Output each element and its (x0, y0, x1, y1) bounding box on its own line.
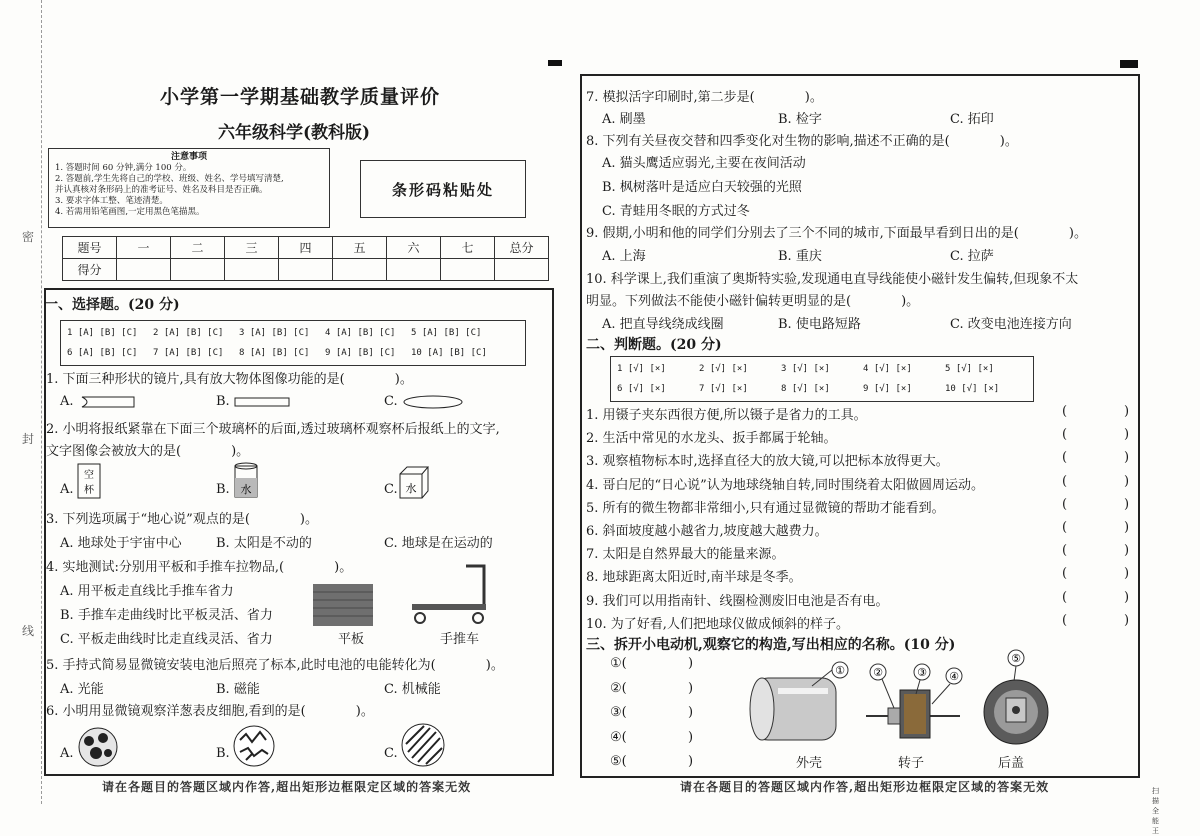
score-cell[interactable] (225, 259, 279, 281)
question-3: 3. 下列选项属于“地心说”观点的是( )。 (46, 512, 318, 527)
question-6: 6. 小明用显微镜观察洋葱表皮细胞,看到的是( )。 (46, 704, 374, 719)
q4-option-a[interactable]: A. 用平板走直线比手推车省力 (60, 584, 234, 599)
q9-option-a[interactable]: A. 上海 (602, 249, 646, 264)
judge-question: 3. 观察植物标本时,选择直径大的放大镜,可以把标本放得更大。 (586, 454, 949, 470)
judge-item[interactable]: 7 [√] [×] (699, 384, 748, 394)
answer-paren-close: ) (1124, 520, 1130, 535)
judge-question: 1. 用镊子夹东西很方便,所以镊子是省力的工具。 (586, 408, 867, 423)
notice-line: 1. 答题时间 60 分钟,满分 100 分。 (55, 163, 192, 173)
barcode-area: 条形码粘贴处 (360, 160, 526, 218)
seal-char-2: 封 (22, 432, 35, 446)
judge-question: 5. 所有的微生物都非常细小,只有通过显微镜的帮助才能看到。 (586, 500, 945, 516)
motor-back-cover-image (976, 648, 1056, 752)
motor-shell-image (748, 660, 864, 752)
answer-paren-open[interactable]: ( (1062, 450, 1068, 466)
score-table (62, 236, 549, 281)
score-header-cell: 二 (171, 237, 225, 259)
answer-item[interactable]: 7 [A] [B] [C] (153, 348, 224, 358)
answer-paren-close: ) (1124, 473, 1130, 489)
judge-grid (610, 356, 1034, 402)
judge-item[interactable]: 5 [√] [×] (945, 364, 994, 374)
score-cell[interactable] (495, 259, 549, 281)
flat-lens-icon (234, 397, 290, 407)
answer-item[interactable]: 4 [A] [B] [C] (325, 328, 396, 338)
hand-cart-label: 手推车 (440, 632, 480, 647)
q6-option-b[interactable]: B. (216, 746, 230, 761)
answer-paren-open[interactable]: ( (1062, 543, 1068, 559)
convex-lens-icon (402, 395, 464, 409)
q4-option-c[interactable]: C. 平板走曲线时比走直线灵活、省力 (60, 632, 273, 647)
judge-item[interactable]: 6 [√] [×] (617, 384, 666, 394)
judge-question: 10. 为了好看,人们把地球仪做成倾斜的样子。 (586, 616, 849, 632)
question-10-line2: 明显。下列做法不能使小磁针偏转更明显的是( )。 (586, 294, 920, 309)
q5-option-c[interactable]: C. 机械能 (384, 682, 441, 697)
q2-option-c[interactable]: C. (384, 482, 398, 497)
q9-option-b[interactable]: B. 重庆 (778, 249, 822, 264)
q9-option-c[interactable]: C. 拉萨 (950, 249, 994, 264)
svg-text:杯: 杯 (84, 485, 94, 496)
notice-box (48, 148, 330, 228)
answer-item[interactable]: 6 [A] [B] [C] (67, 348, 138, 358)
answer-item[interactable]: 10 [A] [B] [C] (411, 348, 487, 358)
concave-lens-icon (80, 396, 136, 408)
question-9: 9. 假期,小明和他的同学们分别去了三个不同的城市,下面最早看到日出的是( )。 (586, 226, 1087, 241)
q8-option-b[interactable]: B. 枫树落叶是适应白天较强的光照 (602, 180, 802, 195)
hand-cart-image (406, 562, 492, 630)
q10-option-c[interactable]: C. 改变电池连接方向 (950, 317, 1072, 332)
score-header-cell: 六 (387, 237, 441, 259)
question-5: 5. 手持式简易显微镜安装电池后照亮了标本,此时电池的电能转化为( )。 (46, 658, 504, 673)
q7-option-b[interactable]: B. 检字 (778, 112, 822, 127)
score-cell[interactable] (387, 259, 441, 281)
score-header-cell: 五 (333, 237, 387, 259)
answer-paren-open[interactable]: ( (1062, 427, 1068, 443)
score-cell[interactable] (333, 259, 387, 281)
motor-back-cover-label: 后盖 (998, 756, 1025, 771)
corner-mark (548, 60, 562, 66)
cell-view-b-image (232, 724, 276, 768)
left-page (20, 0, 580, 804)
q3-option-a[interactable]: A. 地球处于宇宙中心 (60, 536, 182, 551)
question-2-line1: 2. 小明将报纸紧靠在下面三个玻璃杯的后面,透过玻璃杯观察杯后报纸上的文字, (46, 422, 500, 437)
answer-paren-close: ) (1124, 543, 1130, 559)
answer-paren-close: ) (1124, 450, 1130, 466)
right-page (580, 0, 1159, 835)
answer-grid (60, 320, 526, 366)
motor-rotor-label: 转子 (898, 756, 925, 771)
exam-title: 小学第一学期基础教学质量评价 (160, 86, 441, 108)
judge-item[interactable]: 10 [√] [×] (945, 384, 1000, 394)
q3-option-c[interactable]: C. 地球是在运动的 (384, 536, 493, 551)
score-header-cell: 四 (279, 237, 333, 259)
judge-question: 2. 生活中常见的水龙头、扳手都属于轮轴。 (586, 431, 837, 447)
judge-item[interactable]: 8 [√] [×] (781, 384, 830, 394)
judge-item[interactable]: 2 [√] [×] (699, 364, 748, 374)
question-2-line2: 文字图像会被放大的是( )。 (46, 444, 250, 459)
question-10-line1: 10. 科学课上,我们重演了奥斯特实验,发现通电直导线能使小磁针发生偏转,但现象不太 (586, 272, 1079, 287)
cell-view-a-image (76, 726, 120, 768)
score-header-cell: 三 (225, 237, 279, 259)
page-footer: 请在各题目的答题区域内作答,超出矩形边框限定区域的答案无效 (680, 780, 1050, 794)
q7-option-a[interactable]: A. 刷墨 (602, 112, 646, 127)
q7-option-c[interactable]: C. 拓印 (950, 112, 994, 127)
exam-subtitle: 六年级科学(教科版) (218, 123, 371, 143)
seal-char-1: 密 (22, 230, 35, 244)
section1-title: 一、选择题。(20 分) (44, 297, 180, 313)
section2-title: 二、判断题。(20 分) (586, 337, 722, 353)
flat-board-image (312, 582, 374, 628)
q1-option-b[interactable]: B. (216, 394, 230, 409)
water-cube-icon (398, 464, 430, 500)
answer-paren-close: ) (1124, 612, 1130, 628)
corner-mark (1120, 60, 1138, 68)
q2-option-a[interactable]: A. (60, 482, 74, 497)
answer-item[interactable]: 2 [A] [B] [C] (153, 328, 224, 338)
notice-line: 2. 答题前,学生先将自己的学校、班级、姓名、学号填写清楚, (55, 174, 284, 184)
motor-part-close: ) (688, 705, 694, 720)
flat-board-label: 平板 (338, 632, 365, 647)
answer-paren-close: ) (1124, 496, 1130, 512)
score-cell[interactable] (171, 259, 225, 281)
motor-part-close: ) (688, 754, 694, 769)
answer-item[interactable]: 9 [A] [B] [C] (325, 348, 396, 358)
answer-paren-open[interactable]: ( (1062, 520, 1068, 535)
judge-question: 9. 我们可以用指南针、线圈检测废旧电池是否有电。 (586, 593, 889, 609)
judge-question: 6. 斜面坡度越小越省力,坡度越大越费力。 (586, 524, 828, 539)
score-header-cell: 七 (441, 237, 495, 259)
motor-part-close: ) (688, 680, 694, 696)
motor-rotor-image (864, 660, 964, 752)
motor-part-answer[interactable]: ④( (610, 729, 627, 745)
cell-view-c-image (400, 722, 446, 768)
score-header-cell: 总分 (495, 237, 549, 259)
page-footer: 请在各题目的答题区域内作答,超出矩形边框限定区域的答案无效 (102, 780, 472, 794)
score-header-cell: 题号 (63, 237, 117, 259)
svg-text:水: 水 (405, 482, 417, 495)
seal-line (20, 0, 42, 804)
answer-item[interactable]: 3 [A] [B] [C] (239, 328, 310, 338)
q1-option-a[interactable]: A. (60, 394, 74, 409)
answer-item[interactable]: 1 [A] [B] [C] (67, 328, 138, 338)
judge-item[interactable]: 1 [√] [×] (617, 364, 666, 374)
seal-char-3: 线 (22, 624, 35, 638)
q5-option-a[interactable]: A. 光能 (60, 682, 104, 697)
score-header-cell: 一 (117, 237, 171, 259)
answer-paren-close: ) (1124, 589, 1130, 605)
judge-question: 7. 太阳是自然界最大的能量来源。 (586, 547, 785, 563)
motor-part-answer[interactable]: ⑤( (610, 754, 627, 769)
scanner-watermark: 扫描全能王 (1152, 787, 1159, 835)
notice-line: 3. 要求字体工整、笔迹清楚。 (55, 196, 168, 206)
judge-item[interactable]: 3 [√] [×] (781, 364, 830, 374)
question-4: 4. 实地测试:分别用平板和手推车拉物品,( )。 (46, 560, 353, 575)
water-cylinder-icon (232, 462, 260, 500)
judge-question: 4. 哥白尼的“日心说”认为地球绕轴自转,同时围绕着太阳做圆周运动。 (586, 477, 984, 493)
score-cell[interactable] (441, 259, 495, 281)
motor-part-answer[interactable]: ①( (610, 656, 627, 671)
empty-cup-icon (76, 462, 102, 500)
score-row-label: 得分 (63, 259, 117, 281)
q6-option-c[interactable]: C. (384, 746, 398, 761)
notice-line: 4. 若需用铅笔画图,一定用黑色笔描黑。 (55, 207, 205, 217)
q2-option-b[interactable]: B. (216, 482, 230, 497)
motor-part-close: ) (688, 729, 694, 745)
motor-part-answer[interactable]: ②( (610, 680, 627, 696)
answer-paren-close: ) (1124, 427, 1130, 443)
section3-title: 三、拆开小电动机,观察它的构造,写出相应的名称。(10 分) (586, 637, 956, 653)
motor-shell-label: 外壳 (796, 756, 823, 771)
answer-paren-open[interactable]: ( (1062, 566, 1068, 582)
score-cell[interactable] (117, 259, 171, 281)
score-cell[interactable] (279, 259, 333, 281)
notice-title: 注意事项 (170, 152, 207, 162)
q8-option-c[interactable]: C. 青蛙用冬眠的方式过冬 (602, 204, 750, 219)
svg-text:③: ③ (917, 666, 927, 679)
answer-paren-open[interactable]: ( (1062, 473, 1068, 489)
answer-item[interactable]: 8 [A] [B] [C] (239, 348, 310, 358)
q10-option-a[interactable]: A. 把直导线绕成线圈 (602, 317, 724, 332)
svg-text:④: ④ (949, 670, 959, 683)
q5-option-b[interactable]: B. 磁能 (216, 682, 260, 697)
svg-text:②: ② (873, 666, 883, 679)
question-8: 8. 下列有关昼夜交替和四季变化对生物的影响,描述不正确的是( )。 (586, 134, 1018, 149)
q8-option-a[interactable]: A. 猫头鹰适应弱光,主要在夜间活动 (602, 156, 806, 171)
svg-text:⑤: ⑤ (1011, 652, 1021, 665)
svg-text:①: ① (835, 664, 845, 677)
judge-item[interactable]: 4 [√] [×] (863, 364, 912, 374)
svg-text:水: 水 (240, 483, 252, 496)
motor-part-close: ) (688, 656, 694, 671)
answer-paren-close: ) (1124, 566, 1130, 582)
q1-option-c[interactable]: C. (384, 394, 398, 409)
judge-question: 8. 地球距离太阳近时,南半球是冬季。 (586, 570, 802, 586)
question-1: 1. 下面三种形状的镜片,具有放大物体图像功能的是( )。 (46, 372, 413, 387)
motor-part-answer[interactable]: ③( (610, 705, 627, 720)
judge-item[interactable]: 9 [√] [×] (863, 384, 912, 394)
q6-option-a[interactable]: A. (60, 746, 74, 761)
answer-paren-open[interactable]: ( (1062, 496, 1068, 512)
q3-option-b[interactable]: B. 太阳是不动的 (216, 536, 312, 551)
q10-option-b[interactable]: B. 使电路短路 (778, 317, 861, 332)
q4-option-b[interactable]: B. 手推车走曲线时比平板灵活、省力 (60, 608, 273, 623)
answer-paren-open[interactable]: ( (1062, 589, 1068, 605)
answer-item[interactable]: 5 [A] [B] [C] (411, 328, 482, 338)
svg-text:空: 空 (84, 470, 94, 481)
answer-paren-close: ) (1124, 404, 1130, 419)
question-7: 7. 模拟活字印刷时,第二步是( )。 (586, 90, 823, 105)
answer-paren-open[interactable]: ( (1062, 612, 1068, 628)
notice-line: 并认真核对条形码上的准考证号、姓名及科目是否正确。 (55, 185, 268, 195)
answer-paren-open[interactable]: ( (1062, 404, 1068, 419)
